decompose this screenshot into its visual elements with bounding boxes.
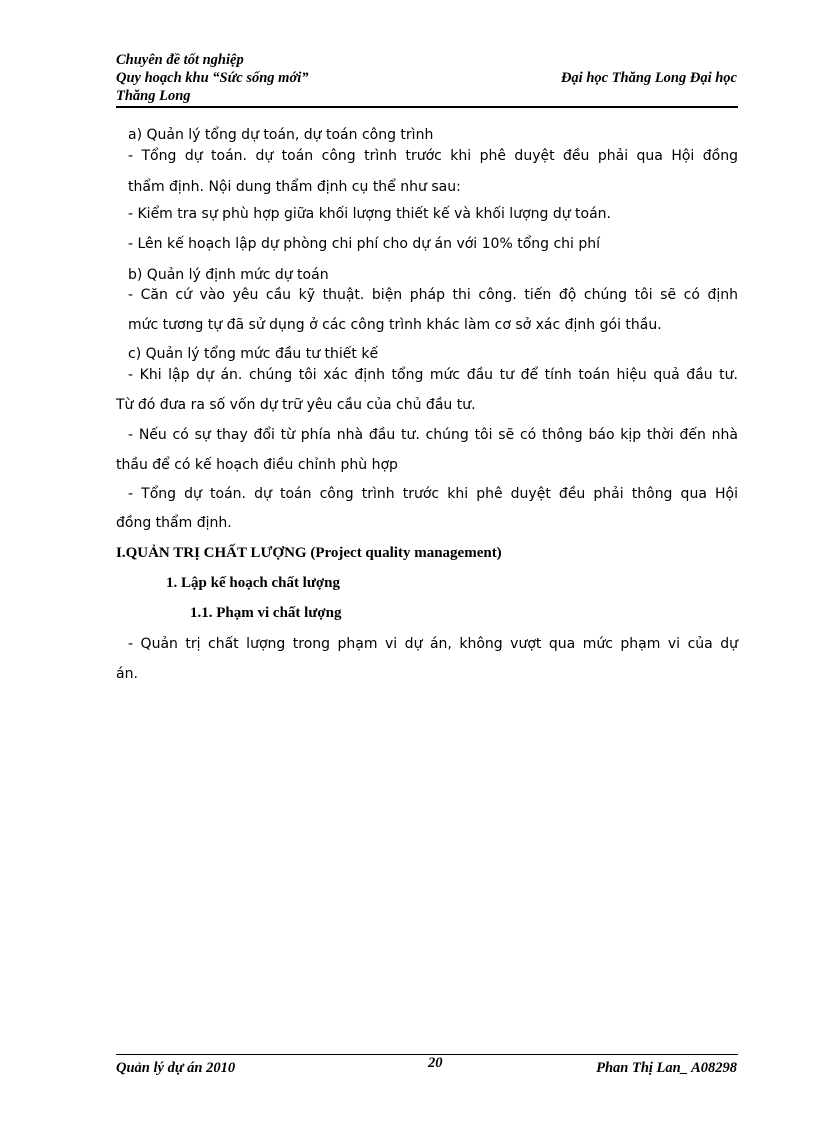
section-a-para1-line2: thẩm định. Nội dung thẩm định cụ thể như sau: <box>128 179 461 195</box>
section-c-para3-line1: - Tổng dự toán. dự toán công trình trước khi phê duyệt đều phải thông qua Hội <box>128 486 738 502</box>
section-c-para2-line2: thầu để có kế hoạch điều chỉnh phù hợp <box>116 457 398 473</box>
subsection-heading-1: 1. Lập kế hoạch chất lượng <box>166 575 341 591</box>
section-c-title: c) Quản lý tổng mức đầu tư thiết kế <box>128 346 379 362</box>
quality-para1-line2: án. <box>116 666 138 682</box>
section-c-para2-line1: - Nếu có sự thay đổi từ phía nhà đầu tư. chúng tôi sẽ có thông báo kịp thời đến nhà <box>128 427 738 443</box>
header-title-line1: Chuyên đề tốt nghiệp <box>116 52 244 68</box>
subsection-heading-1-1: 1.1. Phạm vi chất lượng <box>190 605 342 621</box>
section-a-title: a) Quản lý tổng dự toán, dự toán công trình <box>128 127 434 143</box>
section-b-para1-line2: mức tương tự đã sử dụng ở các công trình khác làm cơ sở xác định gói thầu. <box>128 317 662 333</box>
section-c-para1-line1: - Khi lập dự án. chúng tôi xác định tổng mức đầu tư để tính toán hiệu quả đầu tư. <box>128 367 738 383</box>
section-c-para1-line2: Từ đó đưa ra số vốn dự trữ yêu cầu của chủ đầu tư. <box>116 397 476 413</box>
footer-divider <box>116 1054 738 1055</box>
footer-right: Phan Thị Lan_ A08298 <box>596 1060 737 1076</box>
footer-left: Quản lý dự án 2010 <box>116 1060 236 1076</box>
section-a-bullet2: - Lên kế hoạch lập dự phòng chi phí cho dự án với 10% tổng chi phí <box>128 236 601 252</box>
header-title-line2: Quy hoạch khu “Sức sống mới” <box>116 70 309 86</box>
section-a-bullet1: - Kiểm tra sự phù hợp giữa khối lượng thiết kế và khối lượng dự toán. <box>128 206 612 222</box>
header-title-line3: Thăng Long <box>116 88 191 104</box>
quality-para1-line1: - Quản trị chất lượng trong phạm vi dự án, không vượt qua mức phạm vi của dự <box>128 636 738 652</box>
header-divider <box>116 106 738 108</box>
section-b-title: b) Quản lý định mức dự toán <box>128 267 329 283</box>
section-c-para3-line2: đồng thẩm định. <box>116 515 232 531</box>
section-a-para1-line1: - Tổng dự toán. dự toán công trình trước khi phê duyệt đều phải qua Hội đồng <box>128 148 738 164</box>
page-number: 20 <box>428 1055 443 1071</box>
section-b-para1-line1: - Căn cứ vào yêu cầu kỹ thuật. biện pháp thi công. tiến độ chúng tôi sẽ có định <box>128 287 738 303</box>
header-left <box>116 51 309 105</box>
section-heading: I.QUẢN TRỊ CHẤT LƯỢNG (Project quality management) <box>116 545 502 561</box>
header-right: Đại học Thăng Long Đại học <box>560 70 737 86</box>
